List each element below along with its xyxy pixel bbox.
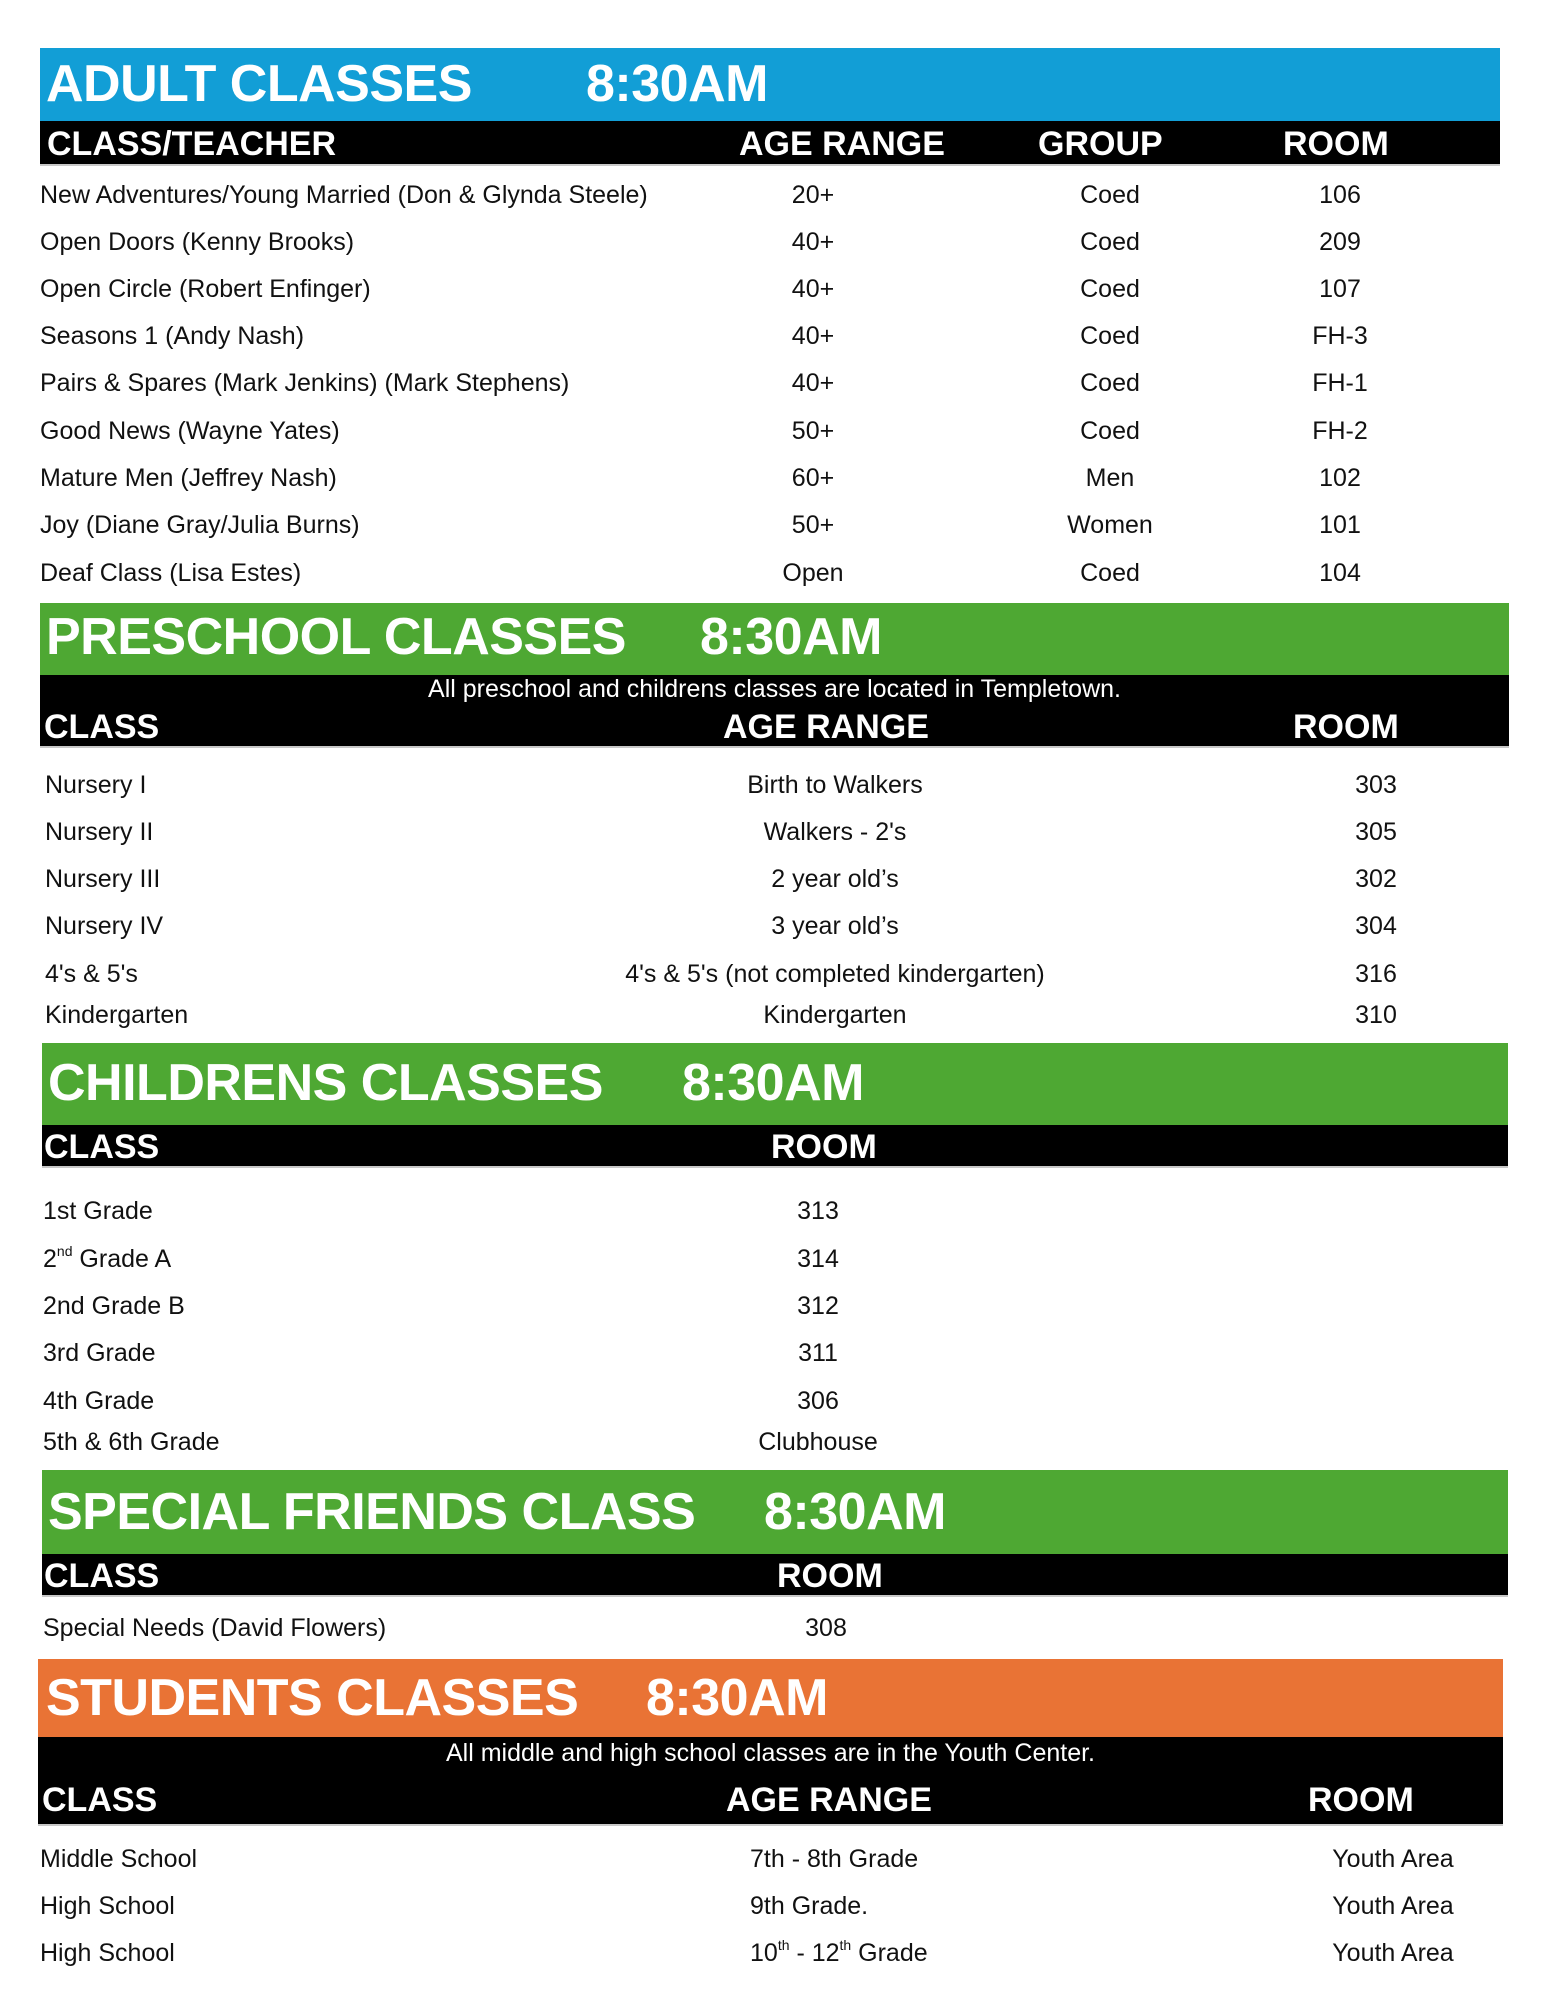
special-section-time: 8:30AM — [764, 1483, 946, 1541]
preschool-section-time: 8:30AM — [700, 608, 882, 666]
class-teacher-cell: Seasons 1 (Andy Nash) — [40, 322, 305, 350]
room-cell: 304 — [1355, 912, 1397, 940]
col-header-age-range: AGE RANGE — [739, 125, 945, 163]
age-range-cell: 50+ — [791, 417, 835, 445]
col-header-group: GROUP — [1038, 125, 1163, 163]
age-range-cell: 40+ — [791, 369, 835, 397]
class-cell: High School — [40, 1892, 175, 1920]
age-range-cell: 60+ — [791, 464, 835, 492]
class-cell: High School — [40, 1939, 175, 1967]
age-range-cell: 40+ — [791, 228, 835, 256]
students-column-headers — [38, 1737, 1503, 1826]
special-section-title: SPECIAL FRIENDS CLASS — [48, 1483, 696, 1541]
col-header-class: CLASS — [44, 708, 160, 746]
col-header-room: ROOM — [771, 1128, 877, 1166]
class-cell: 3rd Grade — [43, 1339, 156, 1367]
room-cell: FH-3 — [1312, 322, 1368, 350]
students-section-title: STUDENTS CLASSES — [46, 1669, 579, 1727]
childrens-section-title: CHILDRENS CLASSES — [48, 1054, 603, 1112]
room-cell: 106 — [1319, 181, 1361, 209]
room-cell: 313 — [797, 1197, 839, 1225]
adult-section-header — [40, 48, 1500, 121]
special-section-header — [42, 1470, 1508, 1554]
group-cell: Coed — [1080, 322, 1140, 350]
class-cell: Nursery III — [45, 865, 161, 893]
age-range-cell: 3 year old’s — [771, 912, 899, 940]
childrens-column-headers — [42, 1125, 1508, 1168]
room-cell: 104 — [1319, 559, 1361, 587]
room-cell: 303 — [1355, 771, 1397, 799]
class-cell: Special Needs (David Flowers) — [43, 1614, 387, 1642]
adult-section-title: ADULT CLASSES — [46, 55, 472, 113]
childrens-section-time: 8:30AM — [682, 1054, 864, 1112]
age-range-cell: 4's & 5's (not completed kindergarten) — [625, 960, 1045, 988]
class-cell: 4th Grade — [43, 1387, 155, 1415]
room-cell: FH-1 — [1312, 369, 1368, 397]
class-teacher-cell: Mature Men (Jeffrey Nash) — [40, 464, 337, 492]
class-teacher-cell: Open Doors (Kenny Brooks) — [40, 228, 355, 256]
group-cell: Coed — [1080, 275, 1140, 303]
class-cell: Kindergarten — [45, 1001, 189, 1029]
adult-column-headers — [40, 121, 1500, 166]
childrens-section-header — [42, 1043, 1508, 1125]
class-teacher-cell: Good News (Wayne Yates) — [40, 417, 340, 445]
col-header-age-range: AGE RANGE — [723, 708, 929, 746]
col-header-class: CLASS — [42, 1781, 158, 1819]
group-cell: Men — [1085, 464, 1135, 492]
room-cell: Clubhouse — [758, 1428, 878, 1456]
room-cell: 306 — [797, 1387, 839, 1415]
special-column-headers — [42, 1554, 1508, 1597]
age-range-cell: 9th Grade. — [750, 1892, 869, 1920]
age-range-cell: 40+ — [791, 275, 835, 303]
age-range-cell: 7th - 8th Grade — [750, 1845, 919, 1873]
group-cell: Coed — [1080, 417, 1140, 445]
group-cell: Coed — [1080, 369, 1140, 397]
age-range-cell: 40+ — [791, 322, 835, 350]
adult-section-time: 8:30AM — [586, 55, 768, 113]
room-cell: 302 — [1355, 865, 1397, 893]
room-cell: 102 — [1319, 464, 1361, 492]
preschool-column-headers — [40, 675, 1509, 748]
class-cell: Nursery I — [45, 771, 147, 799]
group-cell: Coed — [1080, 181, 1140, 209]
students-section-time: 8:30AM — [646, 1669, 828, 1727]
age-range-cell: 2 year old’s — [771, 865, 899, 893]
room-cell: Youth Area — [1332, 1892, 1454, 1920]
room-cell: 308 — [805, 1614, 847, 1642]
col-header-class: CLASS — [44, 1557, 160, 1595]
room-cell: 209 — [1319, 228, 1361, 256]
group-cell: Coed — [1080, 559, 1140, 587]
age-range-cell: Kindergarten — [763, 1001, 907, 1029]
col-header-room: ROOM — [1308, 1781, 1414, 1819]
preschool-section-header — [40, 603, 1509, 675]
class-cell: 2nd Grade A — [43, 1243, 172, 1273]
preschool-location-note: All preschool and childrens classes are located in Templetown. — [428, 675, 1121, 703]
col-header-room: ROOM — [777, 1557, 883, 1595]
room-cell: 314 — [797, 1245, 839, 1273]
age-range-cell: Walkers - 2's — [763, 818, 907, 846]
room-cell: 310 — [1355, 1001, 1397, 1029]
room-cell: FH-2 — [1312, 417, 1368, 445]
room-cell: 107 — [1319, 275, 1361, 303]
class-cell: 5th & 6th Grade — [43, 1428, 220, 1456]
col-header-room: ROOM — [1293, 708, 1399, 746]
class-teacher-cell: Joy (Diane Gray/Julia Burns) — [40, 511, 360, 539]
age-range-cell: Birth to Walkers — [747, 771, 923, 799]
preschool-section-title: PRESCHOOL CLASSES — [46, 608, 626, 666]
class-cell: Nursery IV — [45, 912, 164, 940]
col-header-class: CLASS — [44, 1128, 160, 1166]
room-cell: 316 — [1355, 960, 1397, 988]
group-cell: Coed — [1080, 228, 1140, 256]
age-range-cell: 50+ — [791, 511, 835, 539]
col-header-room: ROOM — [1283, 125, 1389, 163]
room-cell: 101 — [1319, 511, 1361, 539]
age-range-cell: Open — [782, 559, 844, 587]
class-teacher-cell: Open Circle (Robert Enfinger) — [40, 275, 371, 303]
class-teacher-cell: Pairs & Spares (Mark Jenkins) (Mark Stephens) — [40, 369, 570, 397]
room-cell: 311 — [798, 1339, 838, 1367]
class-cell: Middle School — [40, 1845, 198, 1873]
age-range-cell: 10th - 12th Grade — [750, 1937, 928, 1967]
class-cell: 2nd Grade B — [43, 1292, 185, 1320]
class-teacher-cell: New Adventures/Young Married (Don & Glynda Steele) — [40, 181, 648, 209]
room-cell: Youth Area — [1332, 1939, 1454, 1967]
class-cell: 4's & 5's — [45, 960, 138, 988]
group-cell: Women — [1067, 511, 1153, 539]
col-header-class-teacher: CLASS/TEACHER — [47, 125, 337, 163]
col-header-age-range: AGE RANGE — [726, 1781, 932, 1819]
room-cell: 305 — [1355, 818, 1397, 846]
class-teacher-cell: Deaf Class (Lisa Estes) — [40, 559, 302, 587]
room-cell: 312 — [797, 1292, 839, 1320]
students-location-note: All middle and high school classes are in the Youth Center. — [445, 1739, 1096, 1767]
age-range-cell: 20+ — [791, 181, 835, 209]
room-cell: Youth Area — [1332, 1845, 1454, 1873]
students-section-header — [38, 1659, 1503, 1737]
class-cell: Nursery II — [45, 818, 154, 846]
class-cell: 1st Grade — [43, 1197, 153, 1225]
